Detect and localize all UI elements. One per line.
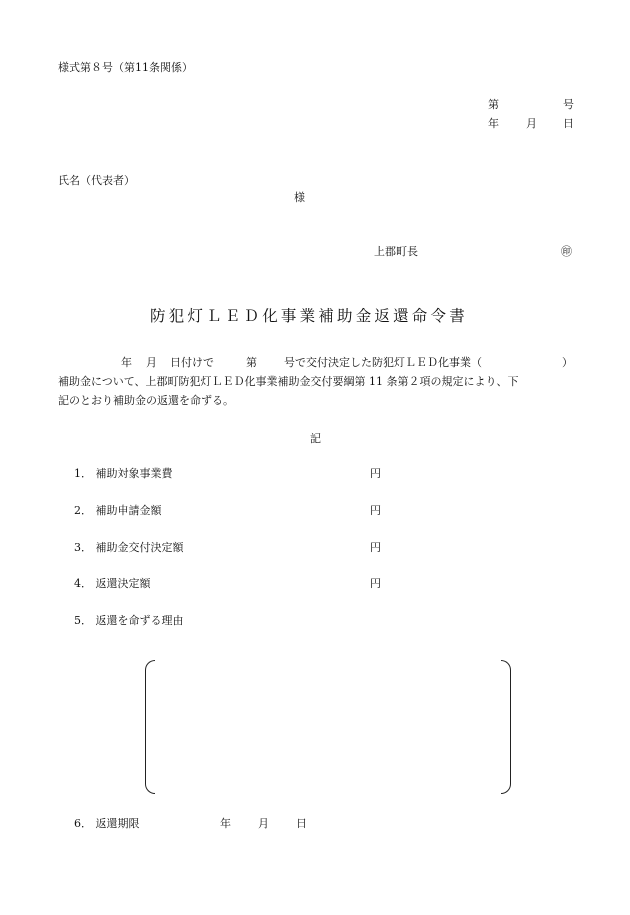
doc-number-prefix: 第 [488, 98, 499, 111]
list-item [74, 502, 162, 518]
item-label: 返還期限 [95, 817, 140, 830]
deadline-year: 年 [220, 817, 231, 830]
item-label: 返還を命ずる理由 [95, 614, 184, 627]
item-label: 補助対象事業費 [95, 467, 173, 480]
deadline-row [74, 815, 140, 831]
body-dai: 第 [246, 356, 257, 369]
seal-mark: ㊞ [561, 245, 572, 258]
date-day: 日 [563, 117, 574, 130]
recipient-honorific: 様 [294, 191, 305, 204]
date-month: 月 [526, 117, 537, 130]
item-unit: 円 [370, 467, 381, 480]
item-label: 返還決定額 [95, 577, 151, 590]
list-item [74, 539, 184, 555]
item-number: 4． [74, 577, 92, 590]
right-bracket [501, 660, 511, 794]
item-label: 補助金交付決定額 [95, 541, 184, 554]
item-number: 3． [74, 541, 92, 554]
body-year: 年 [121, 356, 132, 369]
body-line1-close: ） [562, 356, 573, 369]
list-item [74, 465, 173, 481]
date-year: 年 [488, 117, 499, 130]
deadline-month: 月 [258, 817, 269, 830]
body-line3: 記のとおり補助金の返還を命ずる。 [58, 394, 234, 407]
document-title: 防犯灯ＬＥＤ化事業補助金返還命令書 [150, 307, 468, 325]
body-line1-text: 号で交付決定した防犯灯ＬＥＤ化事業（ [284, 356, 482, 369]
deadline-day: 日 [296, 817, 307, 830]
form-number: 様式第８号（第11条関係） [58, 61, 193, 74]
item-number: 6． [74, 817, 92, 830]
body-day: 日付けで [170, 356, 214, 369]
list-item [74, 612, 184, 628]
item-unit: 円 [370, 577, 381, 590]
item-unit: 円 [370, 504, 381, 517]
recipient-label: 氏名（代表者） [58, 174, 135, 187]
item-label: 補助申請金額 [95, 504, 162, 517]
item-number: 1． [74, 467, 92, 480]
issuer-name: 上郡町長 [374, 245, 418, 258]
body-month: 月 [146, 356, 157, 369]
list-item [74, 575, 151, 591]
ki-heading: 記 [310, 432, 321, 445]
left-bracket [145, 660, 155, 794]
body-line2: 補助金について、上郡町防犯灯ＬＥＤ化事業補助金交付要綱第 11 条第２項の規定により、下 [58, 375, 519, 388]
item-number: 5． [74, 614, 92, 627]
item-number: 2． [74, 504, 92, 517]
item-unit: 円 [370, 541, 381, 554]
doc-number-suffix: 号 [563, 98, 574, 111]
